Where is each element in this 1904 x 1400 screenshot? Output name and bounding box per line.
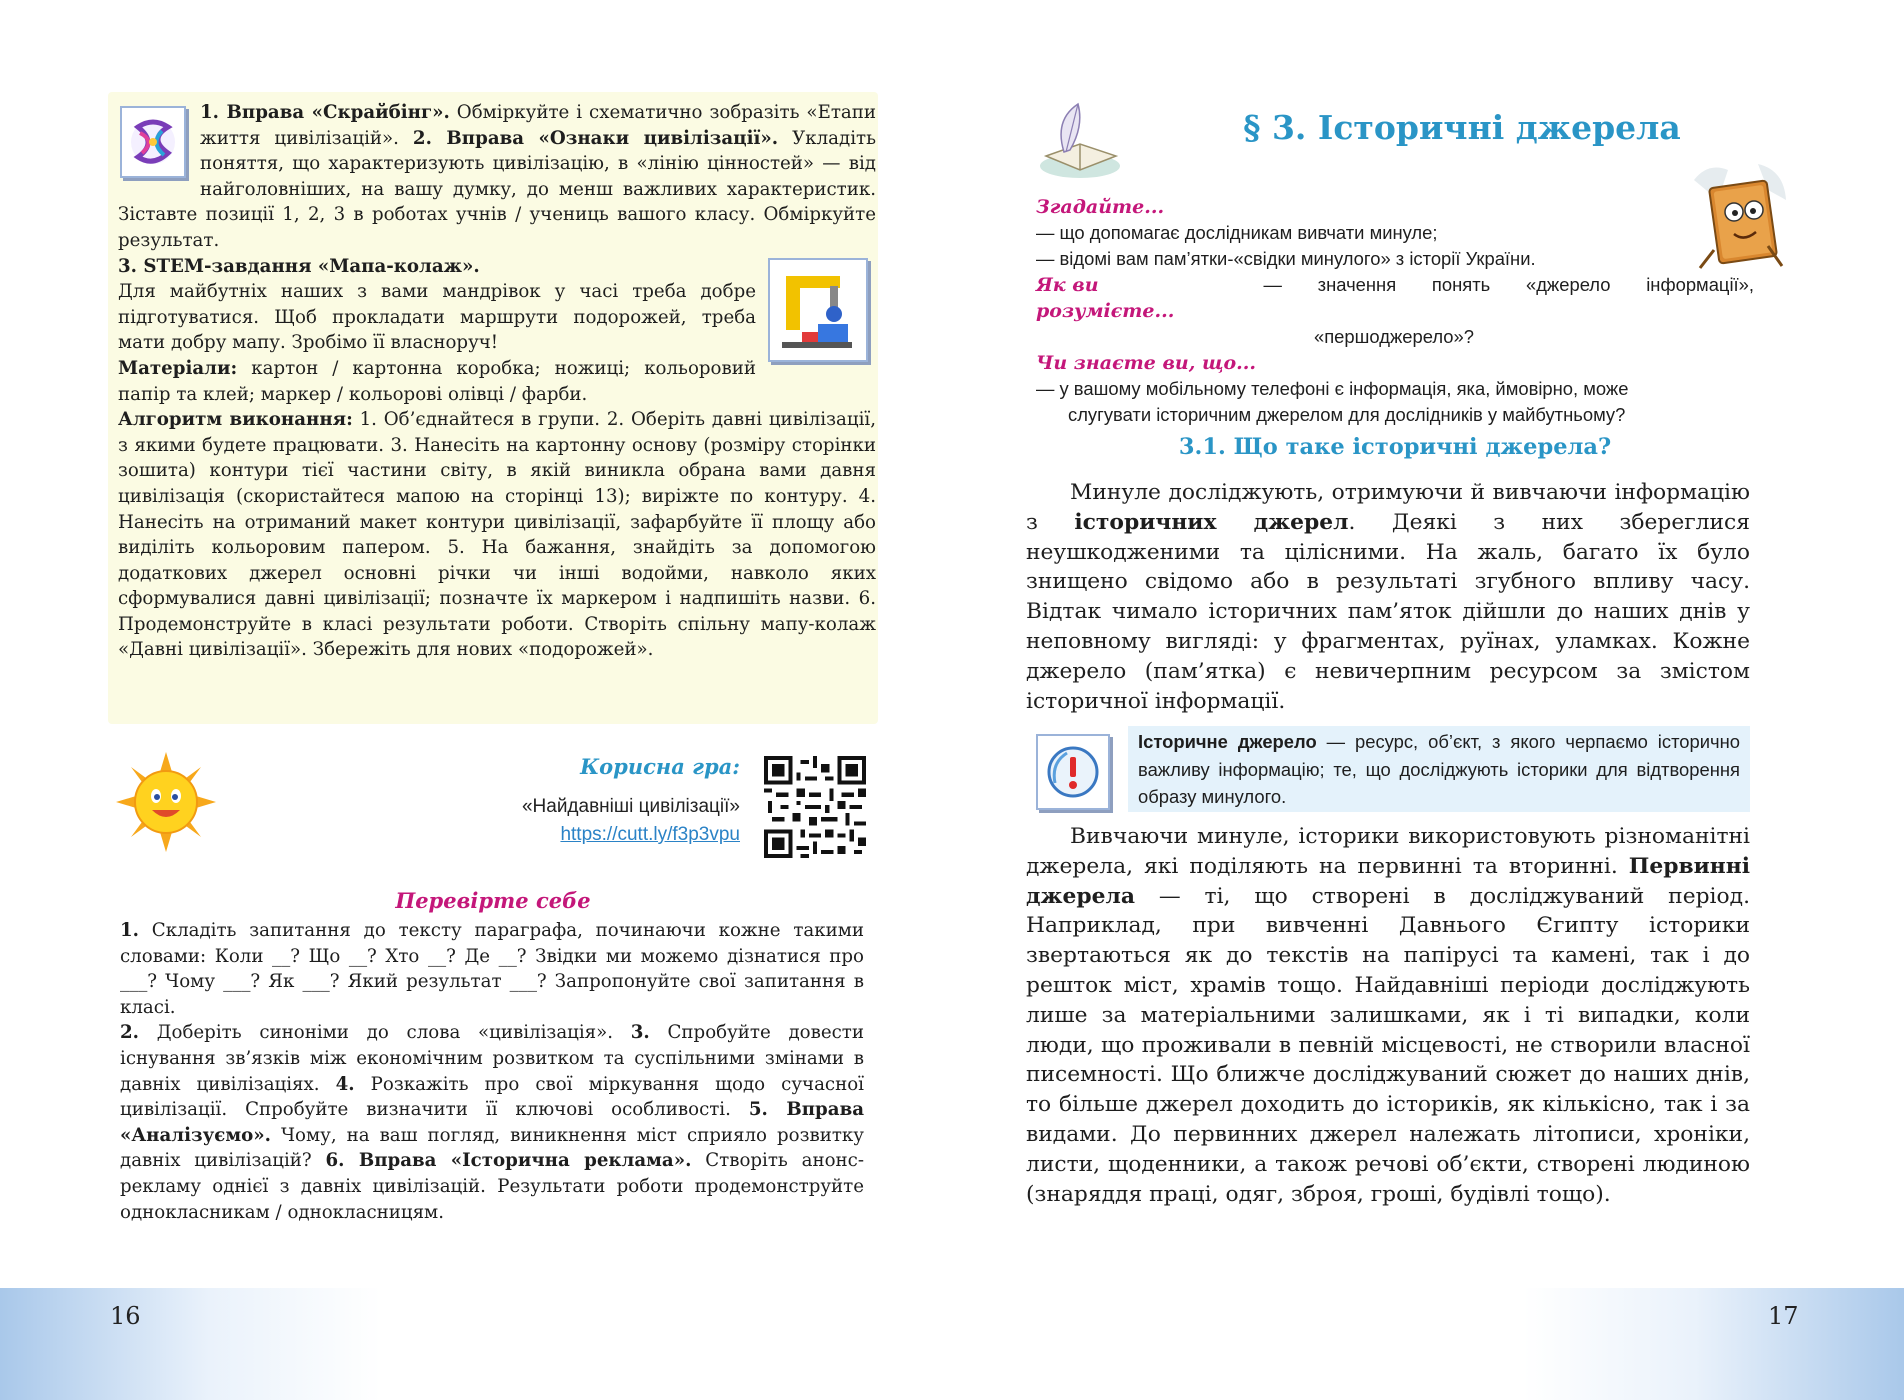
game-link[interactable]: https://cutt.ly/f3p3vpu bbox=[560, 824, 740, 845]
body-paragraph-2: Вивчаючи минуле, історики використовують різноманітні джерела, які поділяють на первинні та вторинні. Первинні джерела — ті, що створені в досліджуваний період. Наприклад, при вивченні Давнього Єгипту історики звертаються як до текстів на папірусі та камені, так і до решток міст, храмів тощо. Найдавніші періоди досліджують лише за матеріальними залишками, як і ті випадки, коли люди, що проживали в певній місцевості, не створили власної писемності. Що ближче досліджуваний сюжет до наших днів, то більше джерел доходить до істориків, як кількісно, так і за видами. До первинних джерел належать літописи, хроніки, листи, щоденники, а також речові об’єкти, створені людиною (знаряддя праці, одяг, зброя, гроші, будівлі тощо). bbox=[1026, 824, 1750, 1207]
scribing-icon bbox=[120, 106, 186, 178]
know-line: слугувати історичним джерелом для дослідників у майбутньому? bbox=[1068, 404, 1626, 425]
sun-icon bbox=[116, 752, 216, 852]
check-yourself-questions: 1. Складіть запитання до тексту параграфа, починаючи кожне такими словами: Коли __? Що __? Хто __? Де __? Звідки ми можемо дізнатися про ___? Чому ___? Як ___? Який результат ___? Запропонуйте свої запитання в класі. 2. Доберіть синоніми до слова «цивілізація». 3. Спробуйте довести існування зв’язків між економічним розвитком та суспільними змінами в давніх цивілізаціях. 4. Розкажіть про свої міркування щодо сучасної цивілізації. Спробуйте визначити її ключові особливості. 5. Вправа «Аналізуємо». Чому, на ваш погляд, виникнення міст сприяло розвитку давніх цивілізацій? 6. Вправа «Історична реклама». Створіть анонс-рекламу однієї з давніх цивілізацій. Результати роботи продемонструйте однокласникам / однокласницям. bbox=[120, 920, 864, 1223]
understand-heading: Як ви розумієте... bbox=[1036, 274, 1175, 322]
section-title: 3.1. Що таке історичні джерела? bbox=[1178, 434, 1612, 460]
understand-row bbox=[1036, 272, 1754, 324]
understand-line: — значення понять «джерело інформації», bbox=[1263, 274, 1754, 295]
recall-line: — що допомагає дослідникам вивчати минуле; bbox=[1036, 222, 1438, 243]
bottom-bar bbox=[952, 1288, 1904, 1400]
know-line: — у вашому мобільному телефоні є інформація, яка, ймовірно, може bbox=[1036, 378, 1629, 399]
qr-code-icon[interactable] bbox=[764, 756, 866, 858]
task-box bbox=[108, 92, 878, 724]
definition-box bbox=[1128, 726, 1750, 812]
feather-book-icon bbox=[1034, 100, 1126, 184]
stem-robot-icon bbox=[768, 258, 868, 362]
understand-line: «першоджерело»? bbox=[1314, 326, 1474, 347]
page-number: 16 bbox=[110, 1302, 141, 1330]
game-label: Корисна гра: bbox=[580, 754, 740, 779]
check-yourself-title: Перевірте себе bbox=[395, 888, 591, 913]
definition-text: — ресурс, об’єкт, з якого черпаємо історично важливу інформацію; те, що досліджують історики для відтворення образу минулого. bbox=[1138, 731, 1740, 807]
know-heading: Чи знаєте ви, що... bbox=[1036, 352, 1257, 374]
right-page bbox=[952, 0, 1904, 1400]
definition-term: Історичне джерело bbox=[1138, 731, 1317, 752]
recall-heading: Згадайте... bbox=[1036, 196, 1165, 218]
game-title: «Найдавніші цивілізації» bbox=[521, 796, 740, 817]
recall-section bbox=[1036, 194, 1754, 428]
task-text: 1. Вправа «Скрайбінг». Обміркуйте і схематично зобразіть «Етапи життя цивілізацій». 2. Вправа «Ознаки цивілізації». Укладіть поняття, що характеризують цивілізацію, в «лінію цінностей» — від найголовніших, на вашу думку, до менш важливих характеристик. Зіставте позиції 1, 2, 3 в роботах учнів / учениць вашого класу. Обміркуйте результат. 3. STEM-завдання «Мапа-колаж». Для майбутніх наших з вами мандрівок у часі треба добре підготуватися. Щоб прокладати маршрути подорожей, треба мати добру мапу. Зробімо її власноруч! Матеріали: картон / картонна коробка; ножиці; кольоровий папір та клей; маркер / кольорові олівці / фарби. Алгоритм виконання: 1. Об’єднайтеся в групи. 2. Оберіть давні цивілізації, з якими будете працювати. 3. Нанесіть на картонну основу (розміру сторінки зошита) контури тієї частини світу, в якій виникла обрана вами давня цивілізація (скористайтеся мапою на сторінці 13); виріжте по контуру. 4. Нанесіть на отриманий макет контури цивілізації, зафарбуйте її площу або виділіть кольоровим папером. 5. На бажання, знайдіть за допомогою додаткових джерел основні річки чи інші водойми, навколо яких сформувалися давні цивілізації; позначте їх маркером і надпишіть назви. 6. Продемонструйте в класі результати роботи. Створіть спільну мапу-колаж «Давні цивілізації». Збережіть для нових «подорожей». bbox=[118, 102, 876, 661]
body-paragraph-1: Минуле досліджують, отримуючи й вивчаючи інформацію з історичних джерел. Деякі з них збереглися неушкодженими та цілісними. На жаль, багато їх було знищено свідомо або в результаті згубного впливу часу. Відтак чимало історичних пам’яток дійшли до наших днів у неповному вигляді: у фрагментах, руїнах, уламках. Кожне джерело (пам’ятка) є невичерпним ресурсом за змістом історичної інформації. bbox=[1026, 480, 1750, 714]
page-number: 17 bbox=[1768, 1302, 1799, 1330]
paragraph-heading: § 3. Історичні джерела bbox=[1243, 108, 1681, 147]
info-icon bbox=[1036, 734, 1110, 810]
recall-line: — відомі вам пам’ятки-«свідки минулого» з історії України. bbox=[1036, 248, 1536, 269]
bottom-bar bbox=[0, 1288, 952, 1400]
